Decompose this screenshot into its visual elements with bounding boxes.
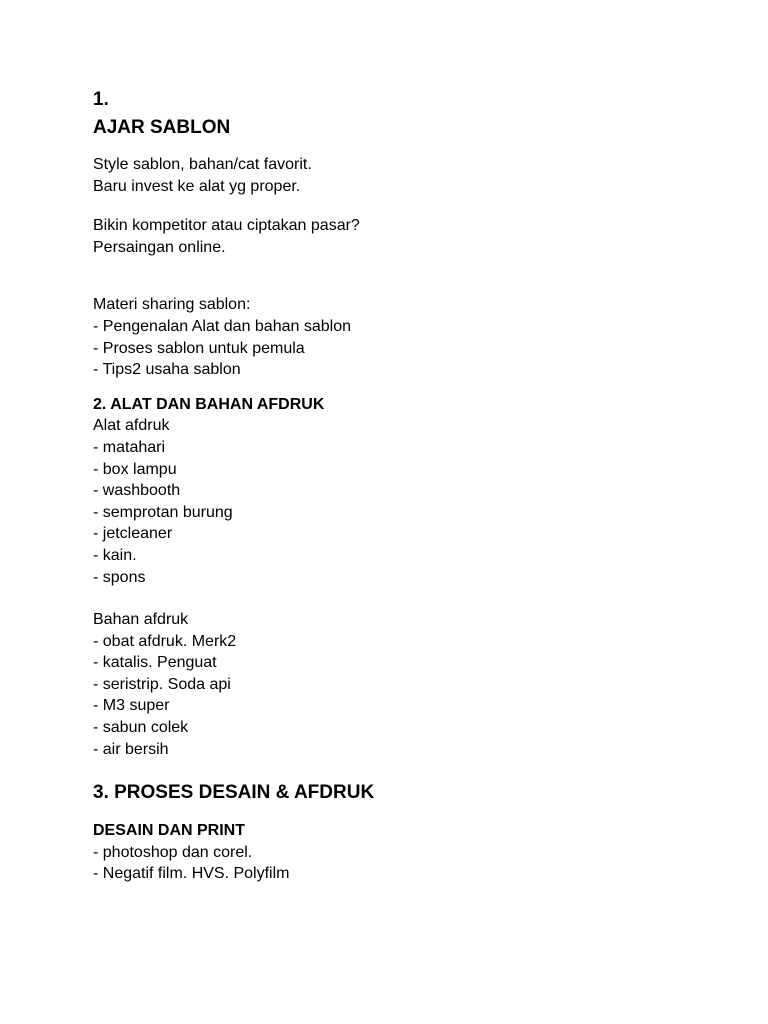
list-item: - M3 super xyxy=(93,697,170,715)
list-item: - matahari xyxy=(93,438,166,456)
section1-paragraph-2 xyxy=(93,215,733,258)
paragraph-line: Style sablon, bahan/cat favorit. xyxy=(93,156,312,173)
section1-paragraph-1 xyxy=(93,154,733,197)
desain-list xyxy=(93,842,733,885)
list-item: - kain. xyxy=(93,546,137,564)
section2-title: 2. ALAT DAN BAHAN AFDRUK xyxy=(93,395,325,413)
bahan-heading: Bahan afdruk xyxy=(93,611,189,629)
list-item: - photoshop dan corel. xyxy=(93,843,253,861)
list-item: - katalis. Penguat xyxy=(93,654,217,672)
document-page xyxy=(93,87,733,885)
bahan-list xyxy=(93,609,733,760)
section3-title: 3. PROSES DESAIN & AFDRUK xyxy=(93,782,375,804)
materi-heading: Materi sharing sablon: xyxy=(93,296,251,314)
list-item: - Pengenalan Alat dan bahan sablon xyxy=(93,317,351,335)
alat-list xyxy=(93,415,733,588)
alat-heading: Alat afdruk xyxy=(93,417,170,435)
list-item: - seristrip. Soda api xyxy=(93,675,231,693)
list-item: - semprotan burung xyxy=(93,503,233,521)
list-item: - jetcleaner xyxy=(93,525,173,543)
list-item: - spons xyxy=(93,568,146,586)
list-item: - Proses sablon untuk pemula xyxy=(93,339,305,357)
list-item: - sabun colek xyxy=(93,719,189,737)
list-item: - Negatif film. HVS. Polyfilm xyxy=(93,865,290,883)
section3-subtitle: DESAIN DAN PRINT xyxy=(93,822,246,840)
paragraph-line: Bikin kompetitor atau ciptakan pasar? xyxy=(93,217,360,235)
section1-number: 1. xyxy=(93,89,109,110)
list-item: - washbooth xyxy=(93,482,181,500)
materi-list xyxy=(93,294,733,380)
list-item: - air bersih xyxy=(93,740,169,758)
list-item: - obat afdruk. Merk2 xyxy=(93,632,237,650)
paragraph-line: Persaingan online. xyxy=(93,238,226,256)
list-item: - Tips2 usaha sablon xyxy=(93,361,241,379)
section1-title: AJAR SABLON xyxy=(93,117,231,138)
paragraph-line: Baru invest ke alat yg proper. xyxy=(93,177,301,195)
list-item: - box lampu xyxy=(93,460,177,478)
